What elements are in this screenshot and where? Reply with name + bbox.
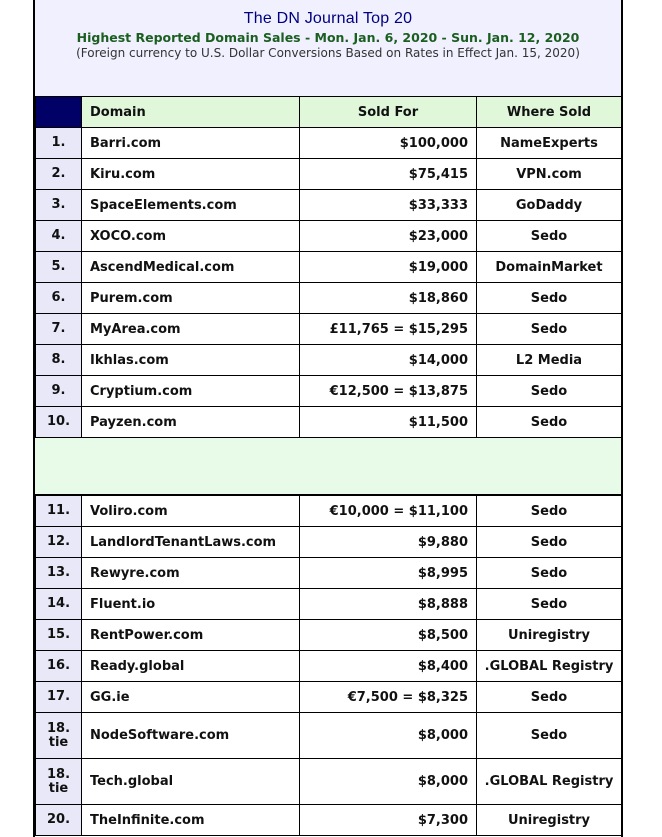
where-sold-cell: Sedo [477, 407, 622, 438]
where-sold-cell: Sedo [477, 589, 622, 620]
table-row [36, 558, 622, 589]
table-row [36, 407, 622, 438]
domain-cell: Ikhlas.com [82, 345, 300, 376]
domain-cell: Ready.global [82, 651, 300, 682]
where-sold-cell: VPN.com [477, 159, 622, 190]
domain-cell: Fluent.io [82, 589, 300, 620]
sold-for-cell: €7,500 = $8,325 [300, 682, 477, 713]
rank-number: 1. [51, 135, 66, 150]
domain-cell: Barri.com [82, 128, 300, 159]
table-row [36, 221, 622, 252]
domain-cell: Payzen.com [82, 407, 300, 438]
where-sold-cell: .GLOBAL Registry [477, 759, 622, 805]
rank-number: 18. [46, 766, 71, 782]
table-row [36, 283, 622, 314]
rank-cell [36, 221, 82, 252]
where-sold-cell: Sedo [477, 221, 622, 252]
sold-for-cell: $11,500 [300, 407, 477, 438]
table-row [36, 527, 622, 558]
rank-cell [36, 376, 82, 407]
domain-cell: RentPower.com [82, 620, 300, 651]
sold-for-cell: €12,500 = $13,875 [300, 376, 477, 407]
rank-cell [36, 128, 82, 159]
domain-cell: Tech.global [82, 759, 300, 805]
sales-table-top [35, 96, 622, 438]
sold-for-cell: €10,000 = $11,100 [300, 496, 477, 527]
rank-number: 18. [46, 720, 71, 736]
domain-cell: Kiru.com [82, 159, 300, 190]
sold-for-cell: $14,000 [300, 345, 477, 376]
sold-for-cell: $8,000 [300, 713, 477, 759]
rank-number: 5. [51, 259, 66, 274]
where-sold-column-header: Where Sold [477, 97, 622, 128]
where-sold-cell: Sedo [477, 496, 622, 527]
table-row [36, 190, 622, 221]
where-sold-cell: Uniregistry [477, 805, 622, 836]
column-header-row [36, 97, 622, 128]
where-sold-cell: Sedo [477, 283, 622, 314]
domain-column-header: Domain [82, 97, 300, 128]
domain-cell: TheInfinite.com [82, 805, 300, 836]
rank-number: 20. [46, 812, 71, 827]
rank-number: 10. [46, 414, 71, 429]
table-row [36, 805, 622, 836]
rank-cell [36, 252, 82, 283]
tie-label: tie [48, 734, 69, 750]
rank-number: 3. [51, 197, 66, 212]
table-row [36, 651, 622, 682]
section-divider [35, 437, 621, 495]
sold-for-cell: $19,000 [300, 252, 477, 283]
sold-for-cell: $8,888 [300, 589, 477, 620]
page-title: The DN Journal Top 20 [243, 10, 413, 27]
domain-cell: XOCO.com [82, 221, 300, 252]
date-range-subtitle: Highest Reported Domain Sales - Mon. Jan. 6, 2020 - Sun. Jan. 12, 2020 [76, 30, 580, 45]
table-row [36, 314, 622, 345]
sold-for-cell: $8,000 [300, 759, 477, 805]
sold-for-cell: $7,300 [300, 805, 477, 836]
rank-cell [36, 314, 82, 345]
rank-number: 12. [46, 534, 71, 549]
sold-for-cell: $33,333 [300, 190, 477, 221]
domain-cell: Purem.com [82, 283, 300, 314]
table-row [36, 620, 622, 651]
rank-cell [36, 496, 82, 527]
domain-cell: Rewyre.com [82, 558, 300, 589]
sold-for-cell: $9,880 [300, 527, 477, 558]
where-sold-cell: Uniregistry [477, 620, 622, 651]
sold-for-cell: $23,000 [300, 221, 477, 252]
rank-number: 6. [51, 290, 66, 305]
rank-number: 8. [51, 352, 66, 367]
where-sold-cell: Sedo [477, 314, 622, 345]
rank-cell [36, 407, 82, 438]
domain-cell: AscendMedical.com [82, 252, 300, 283]
rank-number: 9. [51, 383, 66, 398]
rank-number: 17. [46, 689, 71, 704]
where-sold-cell: Sedo [477, 713, 622, 759]
domain-cell: Voliro.com [82, 496, 300, 527]
table-row [36, 128, 622, 159]
domain-cell: GG.ie [82, 682, 300, 713]
where-sold-cell: .GLOBAL Registry [477, 651, 622, 682]
rank-number: 16. [46, 658, 71, 673]
rank-cell [36, 713, 82, 759]
table-row [36, 376, 622, 407]
table-row [36, 345, 622, 376]
sold-for-cell: $18,860 [300, 283, 477, 314]
domain-cell: LandlordTenantLaws.com [82, 527, 300, 558]
where-sold-cell: L2 Media [477, 345, 622, 376]
sold-for-cell: $8,400 [300, 651, 477, 682]
rank-number: 14. [46, 596, 71, 611]
sold-for-cell: $100,000 [300, 128, 477, 159]
rank-number: 4. [51, 228, 66, 243]
sold-for-cell: $75,415 [300, 159, 477, 190]
tie-label: tie [48, 780, 69, 796]
sold-for-cell: £11,765 = $15,295 [300, 314, 477, 345]
rank-column-header [36, 97, 82, 128]
rank-number: 13. [46, 565, 71, 580]
table-row [36, 759, 622, 805]
rank-cell [36, 651, 82, 682]
currency-note: (Foreign currency to U.S. Dollar Conversions Based on Rates in Effect Jan. 15, 2020) [76, 46, 580, 60]
where-sold-cell: GoDaddy [477, 190, 622, 221]
rank-number: 15. [46, 627, 71, 642]
sold-for-cell: $8,995 [300, 558, 477, 589]
domain-cell: NodeSoftware.com [82, 713, 300, 759]
rank-cell [36, 558, 82, 589]
where-sold-cell: NameExperts [477, 128, 622, 159]
rank-cell [36, 283, 82, 314]
rank-number: 2. [51, 166, 66, 181]
table-row [36, 252, 622, 283]
rank-cell [36, 589, 82, 620]
domain-cell: SpaceElements.com [82, 190, 300, 221]
sales-table-bottom [35, 495, 622, 836]
sold-for-column-header: Sold For [300, 97, 477, 128]
report-header [35, 0, 621, 98]
where-sold-cell: DomainMarket [477, 252, 622, 283]
rank-cell [36, 190, 82, 221]
rank-number: 11. [46, 503, 71, 518]
where-sold-cell: Sedo [477, 558, 622, 589]
where-sold-cell: Sedo [477, 682, 622, 713]
table-row [36, 496, 622, 527]
rank-cell [36, 805, 82, 836]
where-sold-cell: Sedo [477, 527, 622, 558]
rank-cell [36, 759, 82, 805]
sold-for-cell: $8,500 [300, 620, 477, 651]
table-row [36, 589, 622, 620]
top20-frame [33, 0, 623, 837]
rank-cell [36, 345, 82, 376]
rank-cell [36, 620, 82, 651]
domain-cell: MyArea.com [82, 314, 300, 345]
rank-number: 7. [51, 321, 66, 336]
rank-cell [36, 159, 82, 190]
where-sold-cell: Sedo [477, 376, 622, 407]
rank-cell [36, 527, 82, 558]
table-row [36, 682, 622, 713]
rank-cell [36, 682, 82, 713]
domain-cell: Cryptium.com [82, 376, 300, 407]
table-row [36, 713, 622, 759]
table-row [36, 159, 622, 190]
